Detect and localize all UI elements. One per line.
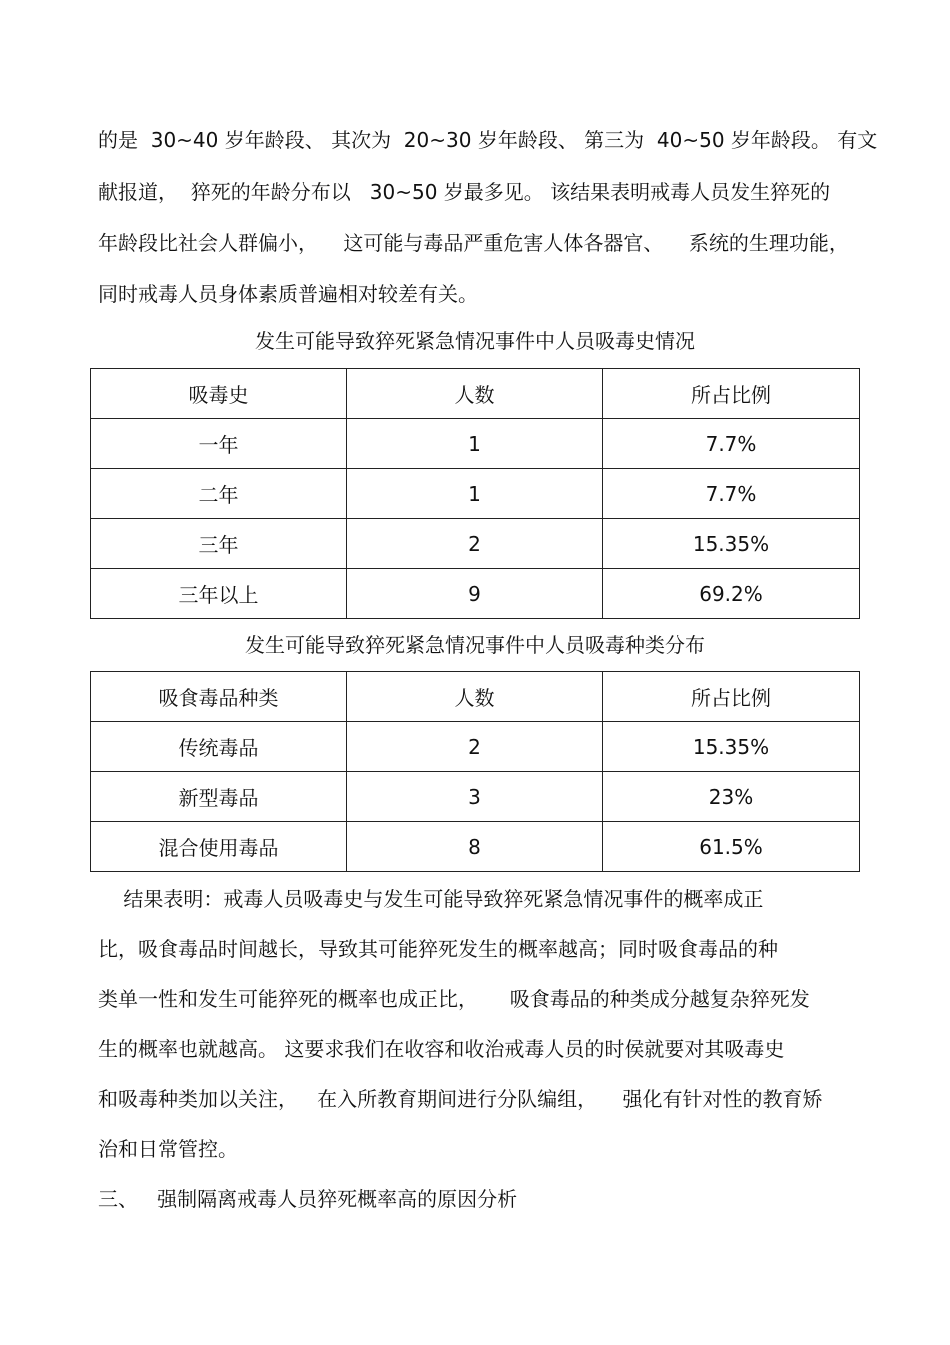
text-line: 献报道， 猝死的年龄分布以 30~50 岁最多见。 该结果表明戒毒人员发生猝死的 (98, 180, 831, 204)
table-cell: 二年 (91, 469, 347, 519)
column-header: 人数 (347, 672, 603, 722)
table-row (91, 519, 860, 569)
table-cell: 9 (347, 569, 603, 619)
table-row (91, 469, 860, 519)
table-cell: 69.2% (603, 569, 860, 619)
text-line: 类单一性和发生可能猝死的概率也成正比， 吸食毒品的种类成分越复杂猝死发 (98, 987, 810, 1011)
table-row (91, 822, 860, 872)
table-cell: 传统毒品 (91, 722, 347, 772)
text-line: 的是 30~40 岁年龄段、 其次为 20~30 岁年龄段、 第三为 40~50 岁年龄段。 有文 (98, 128, 878, 152)
column-header: 人数 (347, 369, 603, 419)
table-cell: 7.7% (603, 469, 860, 519)
table-row (91, 772, 860, 822)
table-header-row (91, 369, 860, 419)
column-header: 吸毒史 (91, 369, 347, 419)
table-cell: 1 (347, 419, 603, 469)
table-2-caption: 发生可能导致猝死紧急情况事件中人员吸毒种类分布 (245, 633, 705, 657)
table-cell: 混合使用毒品 (91, 822, 347, 872)
text-line: 同时戒毒人员身体素质普遍相对较差有关。 (98, 282, 478, 306)
table-cell: 2 (347, 722, 603, 772)
text-line: 结果表明：戒毒人员吸毒史与发生可能导致猝死紧急情况事件的概率成正 (98, 887, 764, 911)
table-cell: 2 (347, 519, 603, 569)
table-cell: 三年以上 (91, 569, 347, 619)
text-line: 比，吸食毒品时间越长，导致其可能猝死发生的概率越高；同时吸食毒品的种 (98, 937, 778, 961)
table-row (91, 419, 860, 469)
table-cell: 三年 (91, 519, 347, 569)
text-line: 年龄段比社会人群偏小， 这可能与毒品严重危害人体各器官、 系统的生理功能， (98, 231, 849, 255)
section-heading: 三、 强制隔离戒毒人员猝死概率高的原因分析 (98, 1187, 518, 1211)
table-cell: 1 (347, 469, 603, 519)
drug-history-table (90, 368, 860, 619)
table-cell: 新型毒品 (91, 772, 347, 822)
drug-type-table (90, 671, 860, 872)
text-line: 和吸毒种类加以关注， 在入所教育期间进行分队编组， 强化有针对性的教育矫 (98, 1087, 823, 1111)
table-header-row (91, 672, 860, 722)
column-header: 所占比例 (603, 672, 860, 722)
column-header: 所占比例 (603, 369, 860, 419)
text-line: 生的概率也就越高。 这要求我们在收容和收治戒毒人员的时侯就要对其吸毒史 (98, 1037, 785, 1061)
table-cell: 8 (347, 822, 603, 872)
table-row (91, 722, 860, 772)
table-1-caption: 发生可能导致猝死紧急情况事件中人员吸毒史情况 (255, 329, 695, 353)
table-cell: 61.5% (603, 822, 860, 872)
table-cell: 23% (603, 772, 860, 822)
table-cell: 7.7% (603, 419, 860, 469)
table-row (91, 569, 860, 619)
table-cell: 一年 (91, 419, 347, 469)
table-cell: 15.35% (603, 722, 860, 772)
text-line: 治和日常管控。 (98, 1137, 238, 1161)
column-header: 吸食毒品种类 (91, 672, 347, 722)
table-cell: 3 (347, 772, 603, 822)
table-cell: 15.35% (603, 519, 860, 569)
